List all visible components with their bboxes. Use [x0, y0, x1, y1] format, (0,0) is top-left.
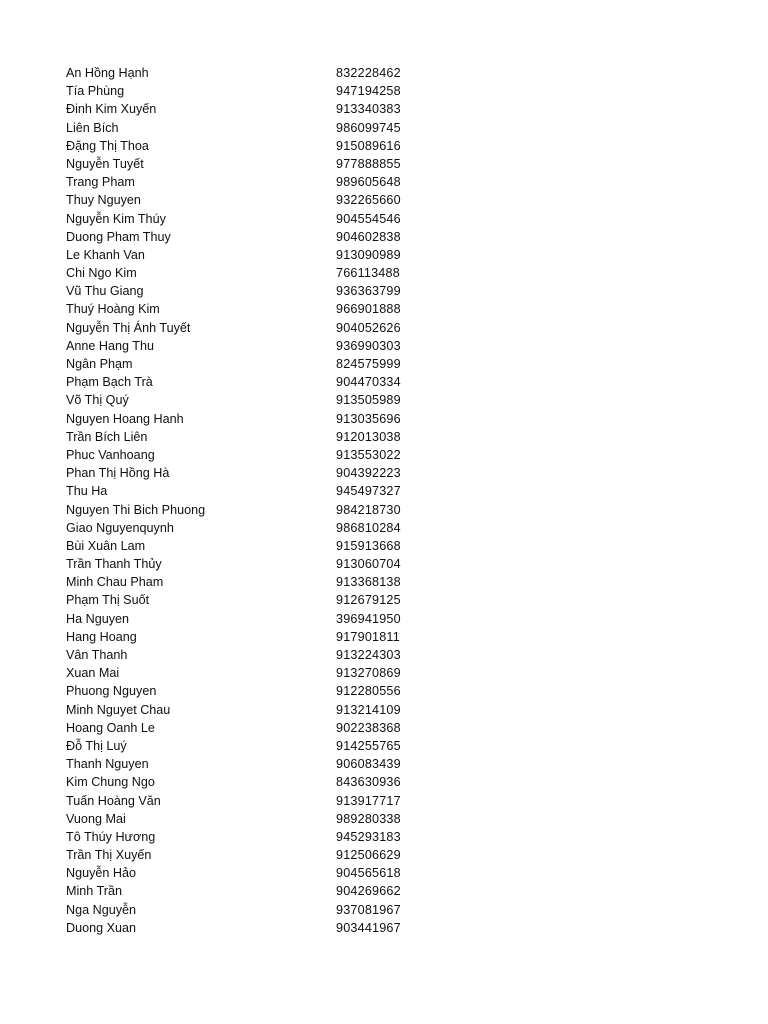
- contact-name: Duong Pham Thuy: [66, 229, 171, 244]
- contact-row: [66, 319, 486, 337]
- contact-row: [66, 501, 486, 519]
- contact-phone: 915913668: [336, 538, 401, 553]
- contact-phone: 912679125: [336, 593, 401, 608]
- contact-phone: 977888855: [336, 156, 401, 171]
- contact-phone: 913035696: [336, 411, 401, 426]
- contact-name: Tuấn Hoàng Văn: [66, 793, 161, 808]
- contact-name: Bùi Xuân Lam: [66, 538, 146, 553]
- contact-phone: 947194258: [336, 84, 401, 99]
- contact-name: Phan Thị Hồng Hà: [66, 466, 170, 481]
- contact-row: [66, 82, 486, 100]
- contact-name: Duong Xuan: [66, 920, 137, 935]
- contact-name: Nga Nguyễn: [66, 902, 137, 917]
- contact-name: Trang Pham: [66, 175, 135, 190]
- contact-phone: 766113488: [336, 266, 400, 281]
- contact-row: [66, 246, 486, 264]
- contact-name: Trần Thị Xuyến: [66, 848, 152, 863]
- contact-row: [66, 901, 486, 919]
- contact-row: [66, 428, 486, 446]
- contact-name: Nguyen Thi Bich Phuong: [66, 502, 206, 517]
- contact-row: [66, 573, 486, 591]
- contact-row: [66, 591, 486, 609]
- contact-name: Đinh Kim Xuyến: [66, 102, 157, 117]
- contact-row: [66, 337, 486, 355]
- contact-row: [66, 373, 486, 391]
- contact-phone: 914255765: [336, 738, 401, 753]
- contact-row: [66, 628, 486, 646]
- contact-phone: 986099745: [336, 120, 401, 135]
- contact-name: Chi Ngo Kim: [66, 266, 137, 281]
- contact-phone: 984218730: [336, 502, 401, 517]
- contact-name: An Hồng Hạnh: [66, 66, 149, 80]
- contact-name: Minh Chau Pham: [66, 575, 164, 590]
- contact-row: [66, 682, 486, 700]
- contact-name: Vũ Thu Giang: [66, 284, 144, 299]
- contact-phone: 913553022: [336, 447, 401, 462]
- contact-row: [66, 446, 486, 464]
- contact-name: Tía Phùng: [66, 84, 125, 99]
- contact-phone: 913340383: [336, 102, 401, 117]
- contact-phone: 832228462: [336, 66, 401, 80]
- contact-row: [66, 701, 486, 719]
- contact-name: Trần Thanh Thủy: [66, 557, 162, 572]
- contact-row: [66, 155, 486, 173]
- contact-row: [66, 792, 486, 810]
- contact-name: Nguyễn Hảo: [66, 866, 137, 881]
- contact-row: [66, 391, 486, 409]
- contact-phone: 913224303: [336, 648, 401, 662]
- contact-row: [66, 464, 486, 482]
- contact-phone: 937081967: [336, 902, 401, 917]
- contact-name: Minh Nguyet Chau: [66, 702, 171, 717]
- contact-name: Thu Ha: [66, 484, 108, 499]
- contact-row: [66, 810, 486, 828]
- contact-row: [66, 737, 486, 755]
- contact-row: [66, 119, 486, 137]
- contact-phone: 912013038: [336, 429, 401, 444]
- contact-phone: 913270869: [336, 666, 401, 681]
- contact-phone: 936990303: [336, 338, 401, 353]
- contact-phone: 932265660: [336, 193, 401, 208]
- contact-name: Vân Thanh: [66, 648, 128, 662]
- contact-name: Tô Thúy Hương: [66, 829, 156, 844]
- contact-name: Ngân Phạm: [66, 357, 133, 371]
- contact-row: [66, 228, 486, 246]
- contact-row: [66, 555, 486, 573]
- contact-row: [66, 864, 486, 882]
- contact-phone: 945497327: [336, 484, 401, 499]
- contact-phone: 902238368: [336, 720, 401, 735]
- contact-row: [66, 137, 486, 155]
- contact-row: [66, 410, 486, 428]
- contact-phone: 824575999: [336, 357, 401, 371]
- contact-name: Liên Bích: [66, 120, 119, 135]
- contact-phone: 396941950: [336, 611, 401, 626]
- contact-row: [66, 846, 486, 864]
- contact-row: [66, 773, 486, 791]
- contact-name: Hang Hoang: [66, 629, 137, 644]
- contact-row: [66, 882, 486, 900]
- contact-row: [66, 719, 486, 737]
- contact-row: [66, 173, 486, 191]
- contact-phone: 912280556: [336, 684, 401, 699]
- contact-name: Le Khanh Van: [66, 247, 145, 262]
- contact-phone: 913505989: [336, 393, 401, 408]
- contact-name: Phạm Bạch Trà: [66, 375, 153, 390]
- contact-name: Anne Hang Thu: [66, 338, 154, 353]
- contact-phone: 904392223: [336, 466, 401, 481]
- contact-phone: 913214109: [336, 702, 401, 717]
- contact-row: [66, 482, 486, 500]
- contact-name: Vuong Mai: [66, 811, 126, 826]
- contact-phone: 843630936: [336, 775, 401, 790]
- contact-phone: 986810284: [336, 520, 401, 535]
- contact-phone: 903441967: [336, 920, 401, 935]
- contact-row: [66, 300, 486, 318]
- contact-row: [66, 210, 486, 228]
- contact-name: Phạm Thị Suốt: [66, 593, 150, 608]
- contact-phone: 904554546: [336, 211, 401, 226]
- contact-phone: 904470334: [336, 375, 401, 390]
- contact-name: Kim Chung Ngo: [66, 775, 155, 790]
- contact-name: Giao Nguyenquynh: [66, 520, 174, 535]
- contact-row: [66, 519, 486, 537]
- contact-phone: 945293183: [336, 829, 401, 844]
- contact-name: Nguyễn Kim Thúy: [66, 211, 166, 226]
- contact-name: Nguyen Hoang Hanh: [66, 411, 184, 426]
- contact-name: Thanh Nguyen: [66, 757, 149, 772]
- contact-phone: 936363799: [336, 284, 401, 299]
- contact-name: Ha Nguyen: [66, 611, 130, 626]
- contact-row: [66, 100, 486, 118]
- contact-row: [66, 282, 486, 300]
- contact-phone: 912506629: [336, 848, 401, 863]
- contact-phone: 966901888: [336, 302, 401, 317]
- contact-name: Thuy Nguyen: [66, 193, 141, 208]
- contact-phone: 913917717: [336, 793, 401, 808]
- contact-row: [66, 646, 486, 664]
- contact-name: Phuong Nguyen: [66, 684, 157, 699]
- contact-phone: 913060704: [336, 557, 401, 572]
- contact-phone: 917901811: [336, 629, 400, 644]
- contact-row: [66, 355, 486, 373]
- contact-name: Võ Thị Quý: [66, 393, 129, 408]
- contact-name: Hoang Oanh Le: [66, 720, 155, 735]
- contact-name: Nguyễn Thị Ánh Tuyết: [66, 320, 191, 335]
- contact-row: [66, 828, 486, 846]
- contact-row: [66, 264, 486, 282]
- contact-name: Trần Bích Liên: [66, 429, 148, 444]
- contact-name: Phuc Vanhoang: [66, 447, 155, 462]
- contact-row: [66, 755, 486, 773]
- contact-phone: 913368138: [336, 575, 401, 590]
- contact-name: Minh Trần: [66, 884, 122, 899]
- contact-phone: 904052626: [336, 320, 401, 335]
- contact-row: [66, 664, 486, 682]
- contact-name: Nguyễn Tuyết: [66, 156, 144, 171]
- contact-phone: 904565618: [336, 866, 401, 881]
- contact-list: [66, 64, 486, 937]
- contact-phone: 904602838: [336, 229, 401, 244]
- contact-name: Thuý Hoàng Kim: [66, 302, 160, 317]
- contact-row: [66, 64, 486, 82]
- contact-name: Đỗ Thị Luý: [66, 738, 127, 753]
- contact-phone: 915089616: [336, 138, 401, 153]
- contact-phone: 989605648: [336, 175, 401, 190]
- contact-name: Đặng Thị Thoa: [66, 138, 149, 153]
- contact-phone: 904269662: [336, 884, 401, 899]
- contact-name: Xuan Mai: [66, 666, 120, 681]
- contact-phone: 906083439: [336, 757, 401, 772]
- contact-phone: 989280338: [336, 811, 401, 826]
- contact-row: [66, 610, 486, 628]
- contact-row: [66, 919, 486, 937]
- contact-phone: 913090989: [336, 247, 401, 262]
- contact-row: [66, 191, 486, 209]
- contact-row: [66, 537, 486, 555]
